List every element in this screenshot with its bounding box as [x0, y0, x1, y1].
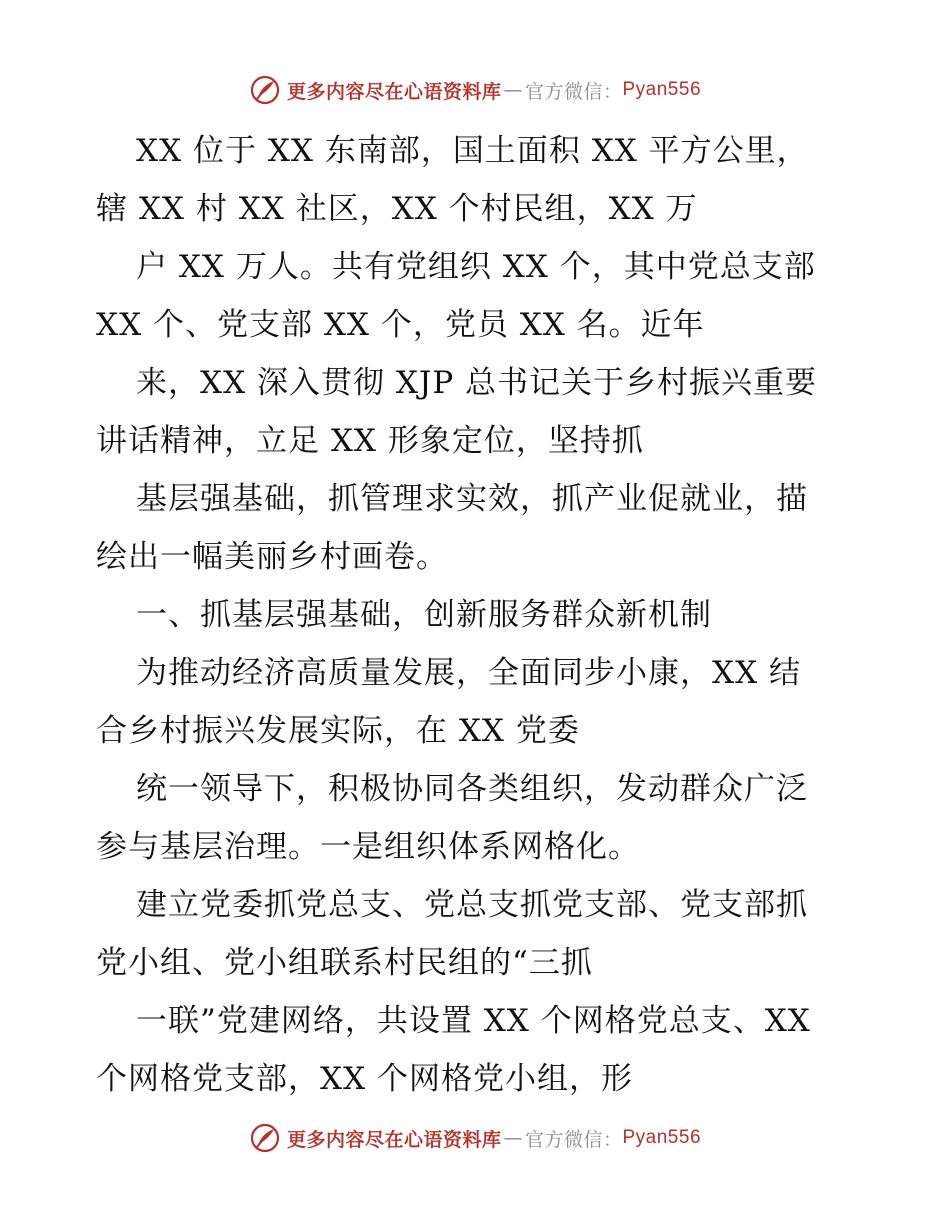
footer-banner	[0, 1120, 950, 1156]
footer-banner-dash: —	[503, 1127, 523, 1149]
body-line: 基层强基础，抓管理求实效，抓产业促就业，描	[136, 481, 808, 517]
quill-logo-icon	[249, 74, 281, 106]
section-heading: 一、抓基层强基础，创新服务群众新机制	[136, 597, 712, 633]
header-wechat-id: Pyan556	[622, 79, 702, 100]
quill-logo-icon	[249, 1122, 281, 1154]
header-banner-text: 更多内容尽在心语资料库	[286, 80, 502, 103]
body-line: 绘出一幅美丽乡村画卷。	[96, 539, 448, 575]
document-body	[96, 122, 876, 1108]
body-line: XX 个、党支部 XX 个，党员 XX 名。近年	[96, 307, 705, 343]
header-banner	[0, 72, 950, 108]
body-line: 一联”党建网络，共设置 XX 个网格党总支、XX	[136, 1003, 811, 1039]
body-line: 统一领导下，积极协同各类组织，发动群众广泛	[136, 771, 808, 807]
footer-wechat-id: Pyan556	[622, 1127, 702, 1148]
footer-wechat-label: 官方微信：	[524, 1128, 623, 1151]
body-line: 辖 XX 村 XX 社区，XX 个村民组，XX 万	[96, 191, 698, 227]
body-line: 建立党委抓党总支、党总支抓党支部、党支部抓	[136, 887, 808, 923]
body-line: 户 XX 万人。共有党组织 XX 个，其中党总支部	[136, 249, 816, 285]
body-line: 为推动经济高质量发展，全面同步小康，XX 结	[136, 655, 801, 691]
body-line: 党小组、党小组联系村民组的“三抓	[96, 945, 593, 981]
footer-banner-text: 更多内容尽在心语资料库	[286, 1128, 502, 1151]
body-line: 参与基层治理。一是组织体系网格化。	[96, 829, 640, 865]
header-wechat-label: 官方微信：	[524, 80, 623, 103]
header-banner-dash: —	[503, 79, 523, 101]
body-line: XX 位于 XX 东南部，国土面积 XX 平方公里，	[136, 133, 809, 169]
body-line: 讲话精神，立足 XX 形象定位，坚持抓	[96, 423, 644, 459]
body-line: 个网格党支部，XX 个网格党小组，形	[96, 1061, 633, 1097]
body-line: 来，XX 深入贯彻 XJP 总书记关于乡村振兴重要	[136, 365, 818, 401]
body-line: 合乡村振兴发展实际，在 XX 党委	[96, 713, 580, 749]
